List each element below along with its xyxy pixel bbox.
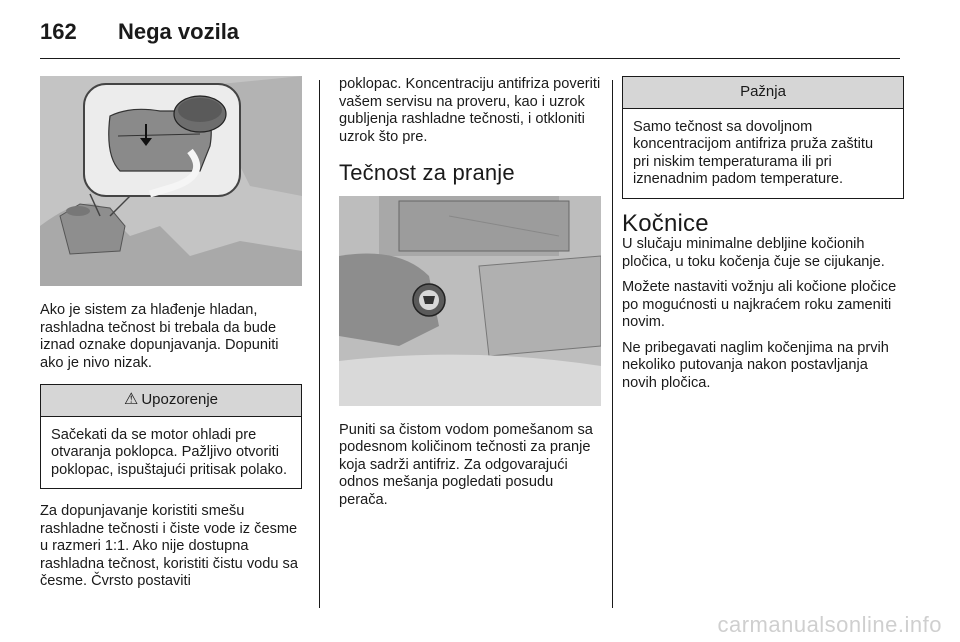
- washer-fluid-text: Puniti sa čistom vodom pomešanom sa podesnom količinom tečnosti za pranje koja sadrži antifriz. Za odgovarajući odnos mešanja pogledati posudu perača.: [339, 421, 593, 508]
- watermark: carmanualsonline.info: [717, 612, 942, 637]
- brakes-paragraph-1: U slučaju minimalne debljine kočionih pločica, u toku kočenja čuje se cijukanje.: [622, 236, 885, 270]
- column-3: [622, 76, 904, 400]
- coolant-reservoir-figure: [40, 76, 302, 286]
- warning-triangle-icon: ⚠: [123, 391, 139, 408]
- column-1: [40, 76, 302, 599]
- chapter-title: Nega vozila: [118, 19, 240, 44]
- note-text: Samo tečnost sa dovoljnom koncentracijom antifriza pruža zaštitu pri niskim temperaturama ili pri iznenadnim padom temperature.: [633, 118, 874, 187]
- column-2: [339, 76, 601, 517]
- note-title: Pažnja: [623, 77, 903, 109]
- page-header: [40, 14, 239, 50]
- washer-reservoir-figure: [339, 196, 601, 406]
- warning-text: Sačekati da se motor ohladi pre otvaranja poklopca. Pažljivo otvoriti poklopac, ispuštajući pritisak polako.: [51, 426, 288, 478]
- brakes-heading: Kočnice: [622, 209, 709, 237]
- warning-header: [41, 385, 301, 417]
- warning-title: Upozorenje: [141, 391, 219, 408]
- page-number: 162: [40, 19, 77, 44]
- coolant-continued-text: poklopac. Koncentraciju antifriza poveriti vašem servisu na proveru, kao i uzrok gubljenja rashladne tečnosti, i otkloniti uzrok što pre.: [339, 76, 601, 145]
- brakes-paragraph-3: Ne pribegavati naglim kočenjima na prvih nekoliko putovanja nakon postavljanja novih pločica.: [622, 339, 889, 391]
- header-rule: [40, 58, 900, 59]
- warning-box: [40, 384, 302, 489]
- washer-fluid-heading: Tečnost za pranje: [339, 160, 515, 185]
- brakes-paragraph-2: Možete nastaviti vožnju ali kočione pločice po mogućnosti u najkraćem roku zameniti novim.: [622, 279, 897, 330]
- column-divider-2: [612, 80, 613, 608]
- column-divider-1: [319, 80, 320, 608]
- coolant-intro: Ako je sistem za hlađenje hladan, rashladna tečnost bi trebala da bude iznad oznake dopunjavanja. Dopuniti ako je nivo nizak.: [40, 302, 279, 371]
- note-box: [622, 76, 904, 199]
- coolant-fill-text: Za dopunjavanje koristiti smešu rashladne tečnosti i čiste vode iz česme u razmeri 1:1. Ako nije dostupna rashladna tečnost, koristiti čistu vodu sa česme. Čvrsto postaviti: [40, 503, 298, 589]
